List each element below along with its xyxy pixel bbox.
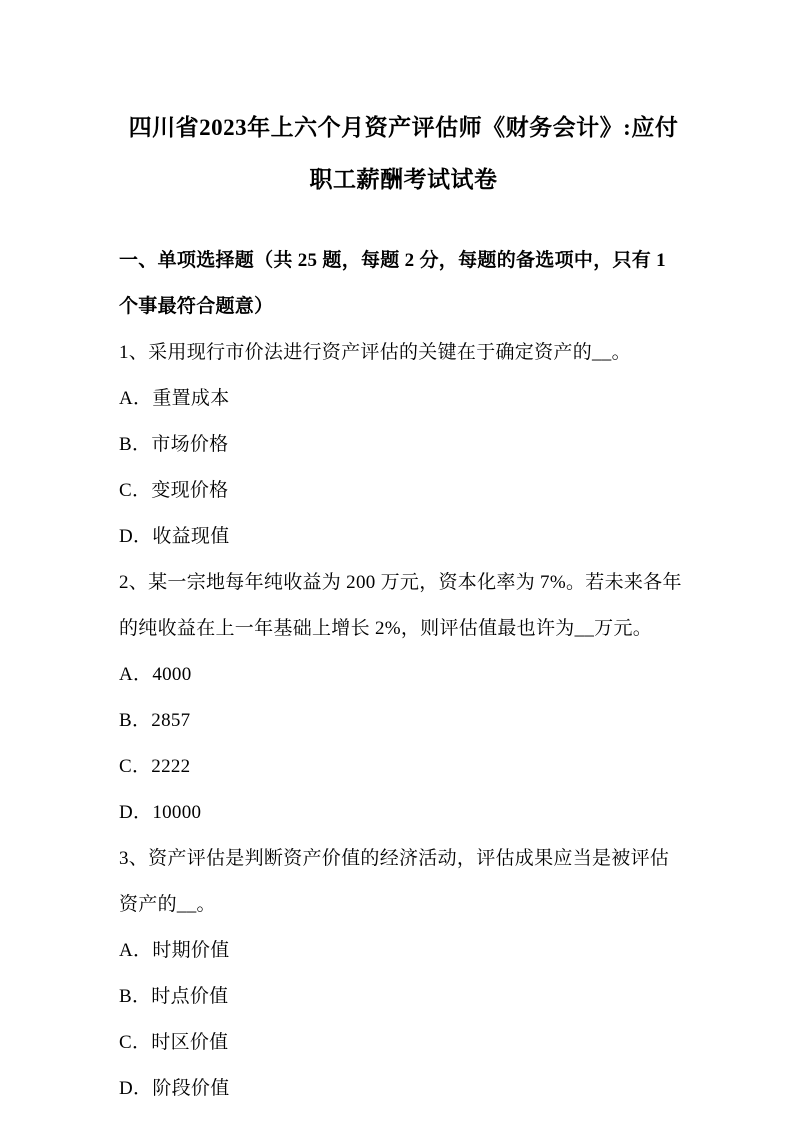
question-2-option-a: A．4000 [119,664,192,685]
question-2-stem: 2、某一宗地每年纯收益为 200 万元，资本化率为 7%。若未来各年的纯收益在上一年基础上增长 2%，则评估值最也许为__万元。 [119,572,682,639]
question-3-option-b: B．时点价值 [119,986,229,1007]
question-1 [119,330,688,560]
section-header: 一、单项选择题（共 25 题，每题 2 分，每题的备选项中，只有 1 个事最符合题意） [119,250,666,317]
document-title: 四川省2023年上六个月资产评估师《财务会计》:应付职工薪酬考试试卷 [128,115,679,192]
question-1-option-a: A．重置成本 [119,388,230,409]
question-3-option-d: D．阶段价值 [119,1078,230,1099]
question-1-option-c: C．变现价格 [119,480,229,501]
question-2-option-c: C．2222 [119,756,191,777]
question-1-option-b: B．市场价格 [119,434,229,455]
question-3 [119,836,688,1112]
question-2-option-b: B．2857 [119,710,191,731]
question-3-option-a: A．时期价值 [119,940,230,961]
question-2 [119,560,688,836]
question-3-option-c: C．时区价值 [119,1032,229,1053]
question-1-stem: 1、采用现行市价法进行资产评估的关键在于确定资产的__。 [119,342,631,363]
question-2-option-d: D．10000 [119,802,202,823]
question-3-stem: 3、资产评估是判断资产价值的经济活动，评估成果应当是被评估资产的__。 [119,848,670,915]
question-1-option-d: D．收益现值 [119,526,230,547]
